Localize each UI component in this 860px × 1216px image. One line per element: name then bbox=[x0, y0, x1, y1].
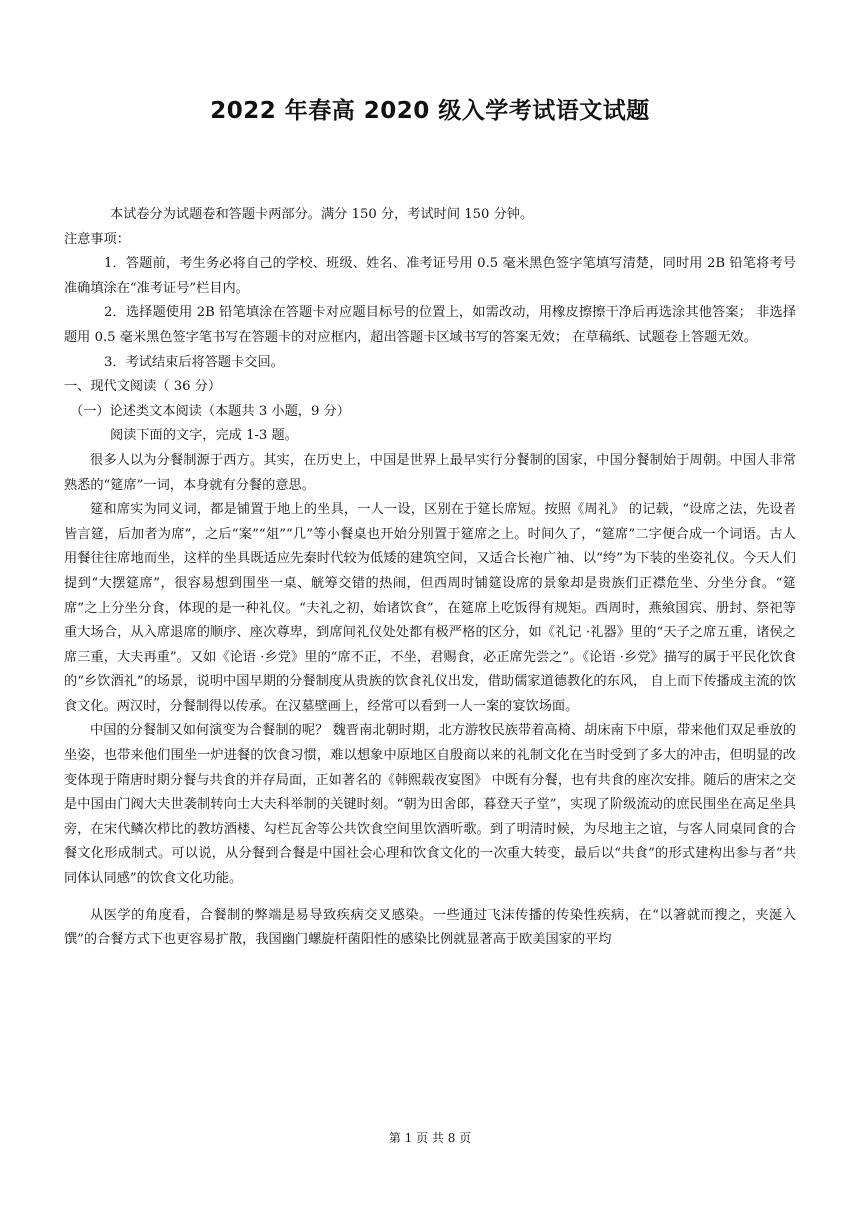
notice-item-2: 2．选择题使用 2B 铅笔填涂在答题卡对应题目标号的位置上，如需改动，用橡皮擦擦干净后再选涂其他答案； 非选择题用 0.5 毫米黑色签字笔书写在答题卡的对应框内，超出答题卡区域书写的答案无效； 在草稿纸、试题卷上答题无效。 bbox=[64, 305, 796, 345]
notice-item-1: 1．答题前，考生务必将自己的学校、班级、姓名、准考证号用 0.5 毫米黑色签字笔填写清楚，同时用 2B 铅笔将考号准确填涂在“准考证号”栏目内。 bbox=[64, 256, 796, 296]
exam-title: 2022 年春高 2020 级入学考试语文试题 bbox=[210, 98, 650, 124]
passage-paragraph-1: 很多人以为分餐制源于西方。其实，在历史上，中国是世界上最早实行分餐制的国家，中国分餐制始于周朝。中国人非常熟悉的“筵席”一词，本身就有分餐的意思。 bbox=[64, 452, 796, 493]
subsection-heading-1: （一）论述类文本阅读（本题共 3 小题，9 分） bbox=[70, 403, 350, 419]
passage-paragraph-3: 中国的分餐制又如何演变为合餐制的呢？ 魏晋南北朝时期，北方游牧民族带着高椅、胡床南下中原，带来他们双足垂放的坐姿，也带来他们围坐一炉进餐的饮食习惯，难以想象中原地区自殷商以来的礼制文化在当时受到了多大的冲击，但明显的改变体现于隋唐时期分餐与共食的并存局面，正如著名的《韩熙载夜宴图》 中既有分餐，也有共食的座次安排。随后的唐宋之交是中国由门阀大夫世袭制转向士大夫科举制的关键时刻。“朝为田舍郎，暮登天子堂”，实现了阶级流动的庶民围坐在高足坐具旁，在宋代鳞次栉比的教坊酒楼、勾栏瓦舍等公共饮食空间里饮酒听歌。到了明清时候，为尽地主之谊，与客人同桌同食的合餐文化形成制式。可以说，从分餐到合餐是中国社会心理和饮食文化的一次重大转变，最后以“共食”的形式建构出参与者“共同体认同感”的饮食文化功能。 bbox=[64, 723, 796, 887]
reading-instruction: 阅读下面的文字，完成 1-3 题。 bbox=[110, 428, 298, 444]
passage-paragraph-4: 从医学的角度看，合餐制的弊端是易导致疾病交叉感染。一些通过飞沫传播的传染性疾病，在“以箸就而搜之，夹涎入馔”的合餐方式下也更容易扩散，我国幽门螺旋杆菌阳性的感染比例就显著高于欧美国家的平均 bbox=[64, 907, 796, 948]
intro-text: 本试卷分为试题卷和答题卡两部分。满分 150 分，考试时间 150 分钟。 bbox=[110, 207, 534, 222]
notice-heading: 注意事项： bbox=[64, 231, 130, 247]
document-body bbox=[64, 203, 796, 953]
notice-item-3: 3．考试结束后将答题卡交回。 bbox=[104, 354, 284, 370]
section-heading-1: 一、现代文阅读（ 36 分） bbox=[64, 379, 222, 395]
page-number-footer: 第 1 页 共 8 页 bbox=[388, 1131, 472, 1145]
passage-paragraph-2: 筵和席实为同义词，都是铺置于地上的坐具，一人一设，区别在于筵长席短。按照《周礼》 的记载，“设席之法，先设者皆言筵，后加者为席”，之后“案”“俎”“几”等小餐桌也开始分别置于筵席之上。时间久了，“筵席”二字便合成一个词语。古人用餐往往席地而坐，这样的坐具既适应先秦时代较为低矮的建筑空间，又适合长袍广袖、以“绔”为下装的坐姿礼仪。今天人们提到“大摆筵席”，很容易想到围坐一桌、觥筹交错的热闹，但西周时铺筵设席的景象却是贵族们正襟危坐、分坐分食。“筵席”之上分坐分食，体现的是一种礼仪。“夫礼之初，始诸饮食”，在筵席上吃饭得有规矩。西周时，燕飨国宾、册封、祭祀等重大场合，从入席退席的顺序、座次尊卑，到席间礼仪处处都有极严格的区分，如《礼记 ·礼器》里的“天子之席五重，诸侯之席三重，大夫再重”。又如《论语 ·乡党》里的“席不正，不坐，君赐食，必正席先尝之”。《论语 ·乡党》描写的属于平民化饮食的“乡饮酒礼”的场景，说明中国早期的分餐制度从贵族的饮食礼仪出发，借助儒家道德教化的东风， 自上而下传播成主流的饮食文化。两汉时，分餐制得以传承。在汉墓壁画上，经常可以看到一人一案的宴饮场面。 bbox=[64, 502, 796, 714]
